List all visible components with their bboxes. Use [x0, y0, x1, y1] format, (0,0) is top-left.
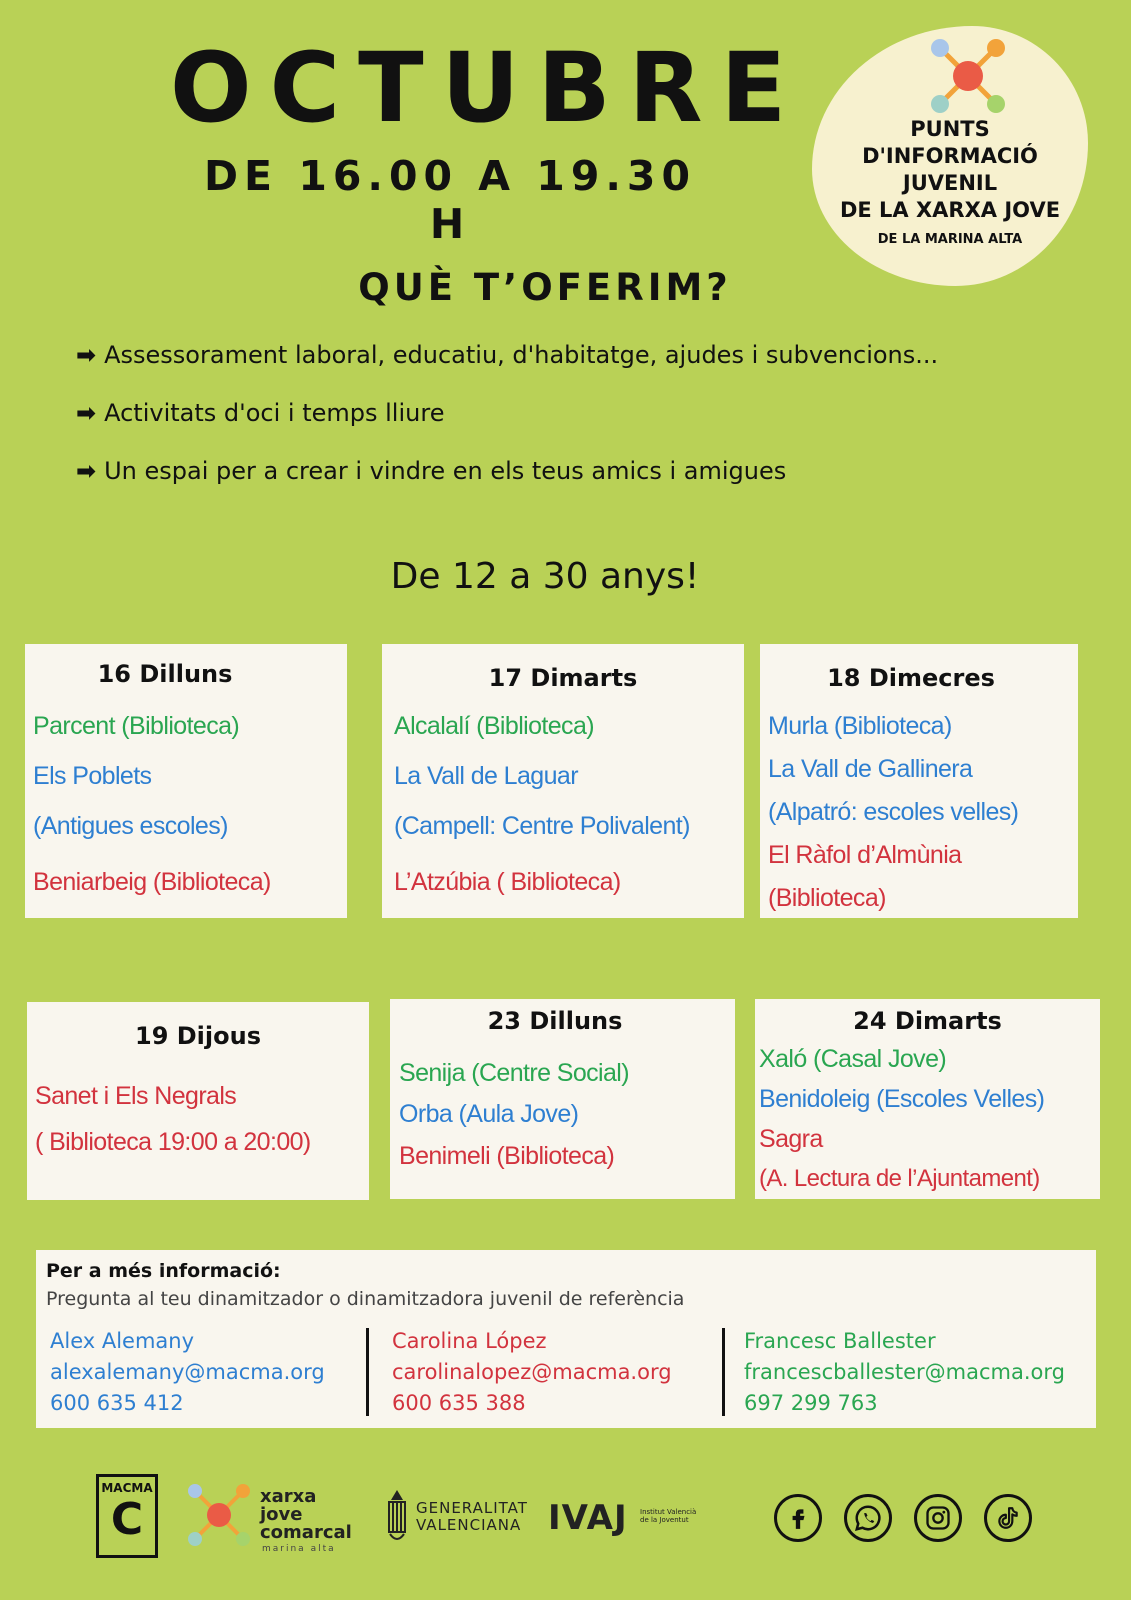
contact-phone[interactable]: 600 635 388 [392, 1391, 526, 1415]
place-item: (Biblioteca) [768, 884, 886, 912]
badge-line: D'INFORMACIÓ [862, 144, 1038, 168]
place-item: (A. Lectura de l’Ajuntament) [759, 1165, 1040, 1192]
place-item: (Alpatró: escoles velles) [768, 798, 1019, 826]
page-title: OCTUBRE [170, 32, 805, 144]
day-card [390, 999, 735, 1199]
macma-letter: C [110, 1494, 144, 1545]
place-item: L’Atzúbia ( Biblioteca) [394, 868, 621, 896]
contact-name: Francesc Ballester [744, 1329, 936, 1353]
place-item: Benidoleig (Escoles Velles) [759, 1085, 1045, 1113]
offer-item [76, 340, 1076, 370]
place-item: Senija (Centre Social) [399, 1059, 629, 1087]
instagram-icon[interactable] [914, 1494, 962, 1542]
day-card [760, 644, 1078, 918]
schedule-hours: DE 16.00 A 19.30 H [204, 152, 696, 248]
contact-phone[interactable]: 697 299 763 [744, 1391, 878, 1415]
offer-item-text: Assessorament laboral, educatiu, d'habitatge, ajudes i subvencions... [104, 341, 939, 369]
place-item: El Ràfol d’Almùnia [768, 841, 962, 869]
badge-title [812, 116, 1088, 224]
day-title: 17 Dimarts [488, 664, 638, 692]
place-item: Alcalalí (Biblioteca) [394, 712, 594, 740]
generalitat-text [416, 1500, 528, 1534]
xarxa-subtitle: marina alta [262, 1544, 336, 1554]
ivaj-logo: IVAJ [548, 1498, 628, 1538]
place-item: La Vall de Laguar [394, 762, 578, 790]
offer-question: QUÈ T’OFERIM? [358, 266, 732, 309]
contact-email[interactable]: alexalemany@macma.org [50, 1360, 325, 1384]
contact-card [392, 1326, 672, 1419]
day-title: 23 Dilluns [487, 1007, 623, 1035]
xarxa-jove-logo-icon [186, 1482, 252, 1548]
place-item: Parcent (Biblioteca) [33, 712, 240, 740]
xarxa-line: jove [260, 1504, 303, 1525]
day-card [382, 644, 744, 918]
place-item: ( Biblioteca 19:00 a 20:00) [35, 1128, 311, 1156]
gv-line: GENERALITAT [416, 1499, 528, 1517]
macma-text: MACMA [101, 1481, 153, 1495]
day-title: 19 Dijous [135, 1022, 261, 1050]
place-item: La Vall de Gallinera [768, 755, 973, 783]
offer-item [76, 398, 1076, 428]
arrow-right-icon: ➡ [76, 457, 97, 485]
contact-card [744, 1326, 1065, 1419]
badge-line: JUVENIL [902, 171, 998, 195]
contact-card [50, 1326, 325, 1419]
arrow-right-icon: ➡ [76, 341, 97, 369]
contact-email[interactable]: carolinalopez@macma.org [392, 1360, 672, 1384]
badge-subtitle: DE LA MARINA ALTA [877, 232, 1023, 247]
info-subtitle: Pregunta al teu dinamitzador o dinamitzadora juvenil de referència [46, 1288, 685, 1310]
offer-list [76, 340, 1076, 514]
place-item: (Antigues escoles) [33, 812, 228, 840]
place-item: Sagra [759, 1125, 823, 1153]
info-title: Per a més informació: [46, 1260, 281, 1282]
contact-name: Carolina López [392, 1329, 547, 1353]
xarxa-line: comarcal [260, 1522, 352, 1543]
whatsapp-icon[interactable] [844, 1494, 892, 1542]
divider [722, 1328, 725, 1416]
age-range: De 12 a 30 anys! [390, 556, 700, 597]
place-item: Benimeli (Biblioteca) [399, 1142, 615, 1170]
gv-line: VALENCIANA [416, 1516, 522, 1534]
place-item: Murla (Biblioteca) [768, 712, 952, 740]
day-card [27, 1002, 369, 1200]
contact-email[interactable]: francescballester@macma.org [744, 1360, 1065, 1384]
generalitat-crest-icon [386, 1488, 408, 1544]
ivaj-sub-line: de la Joventut [640, 1516, 689, 1524]
offer-item-text: Activitats d'oci i temps lliure [104, 399, 445, 427]
day-title: 24 Dimarts [853, 1007, 1002, 1035]
place-item: Orba (Aula Jove) [399, 1100, 579, 1128]
place-item: Sanet i Els Negrals [35, 1082, 237, 1110]
xarxa-jove-text [260, 1488, 352, 1542]
badge-line: PUNTS [910, 117, 990, 141]
offer-item-text: Un espai per a crear i vindre en els teus amics i amigues [104, 457, 787, 485]
macma-logo [96, 1474, 158, 1558]
xarxa-line: xarxa [260, 1486, 317, 1507]
ivaj-sub-line: Institut Valencià [640, 1508, 697, 1516]
facebook-icon[interactable] [774, 1494, 822, 1542]
contact-info-box [36, 1250, 1096, 1428]
place-item: (Campell: Centre Polivalent) [394, 812, 690, 840]
day-title: 16 Dilluns [97, 660, 233, 688]
day-card [755, 999, 1100, 1199]
place-item: Beniarbeig (Biblioteca) [33, 868, 271, 896]
offer-item [76, 456, 1076, 486]
day-card [25, 644, 347, 918]
place-item: Els Poblets [33, 762, 152, 790]
divider [366, 1328, 369, 1416]
arrow-right-icon: ➡ [76, 399, 97, 427]
contact-name: Alex Alemany [50, 1329, 195, 1353]
ivaj-subtitle [640, 1508, 696, 1524]
contact-phone[interactable]: 600 635 412 [50, 1391, 184, 1415]
place-item: Xaló (Casal Jove) [759, 1045, 947, 1073]
day-title: 18 Dimecres [827, 664, 995, 692]
tiktok-icon[interactable] [984, 1494, 1032, 1542]
badge-line: DE LA XARXA JOVE [839, 198, 1061, 222]
network-logo-icon [928, 36, 1008, 116]
